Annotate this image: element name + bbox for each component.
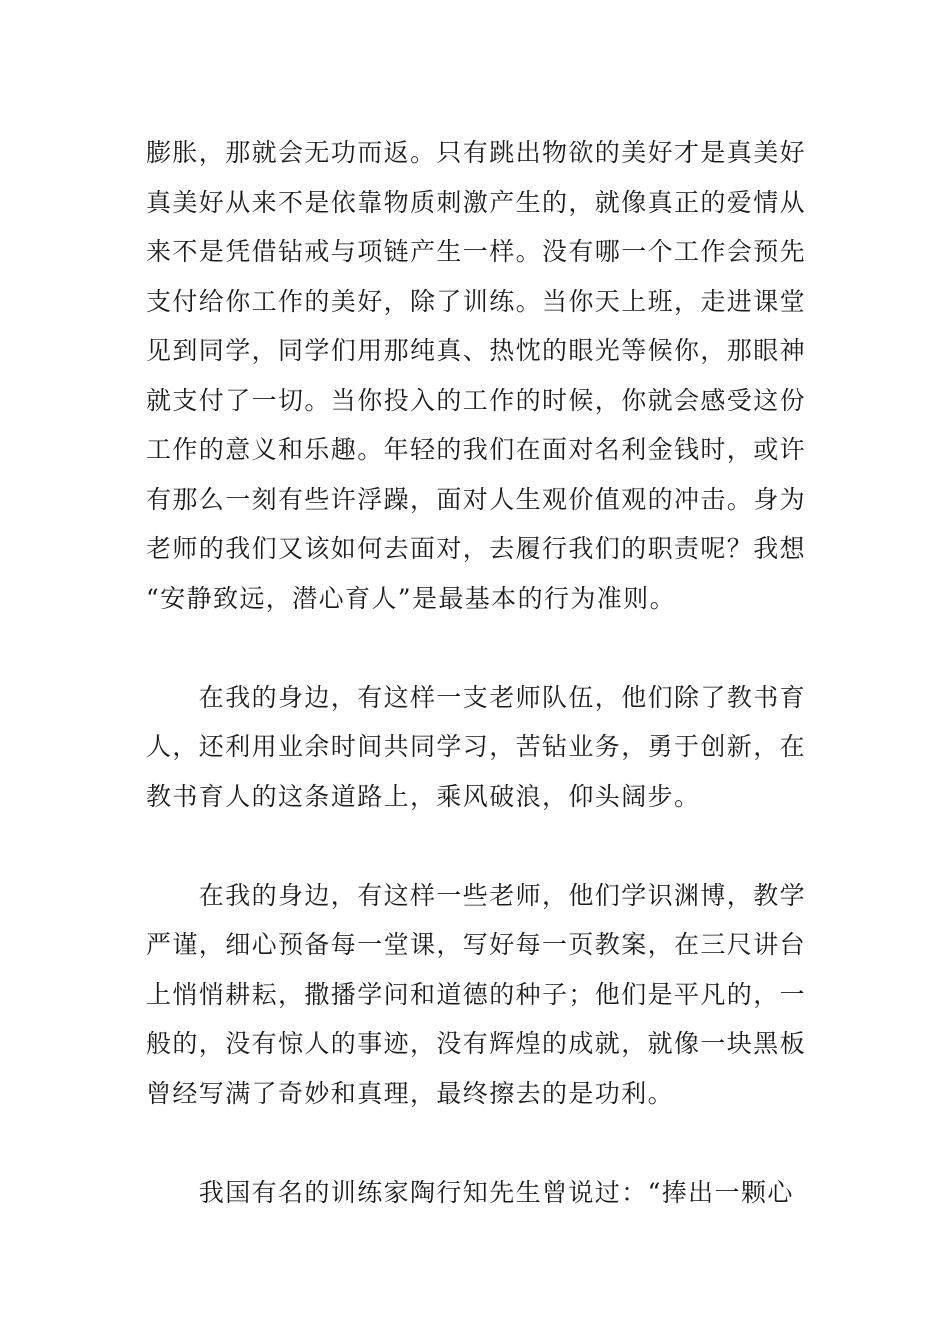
text-line: 严谨，细心预备每一堂课，写好每一页教案，在三尺讲台 (146, 930, 807, 959)
paragraph-2 (146, 673, 806, 822)
paragraph-spacer (146, 821, 806, 871)
text-line: “安静致远，潜心育人”是最基本的行为准则。 (146, 583, 676, 613)
text-line: 膨胀，那就会无功而返。只有跳出物欲的美好才是真美好 (146, 138, 807, 167)
text-line: 工作的意义和乐趣。年轻的我们在面对名利金钱时，或许 (146, 435, 807, 464)
text-line: 见到同学，同学们用那纯真、热忱的眼光等候你，那眼神 (146, 336, 807, 365)
text-line: 般的，没有惊人的事迹，没有辉煌的成就，就像一块黑板 (146, 1029, 807, 1058)
text-line: 真美好从来不是依靠物质刺激产生的，就像真正的爱情从 (146, 187, 807, 217)
text-line: 上悄悄耕耘，撒播学问和道德的种子；他们是平凡的，一 (146, 979, 807, 1009)
text-line: 老师的我们又该如何去面对，去履行我们的职责呢？我想 (146, 534, 807, 563)
text-line: 人，还利用业余时间共同学习，苦钻业务，勇于创新，在 (146, 732, 807, 761)
paragraph-4 (146, 1168, 806, 1218)
text-line: 支付给你工作的美好，除了训练。当你天上班，走进课堂 (146, 286, 807, 316)
paragraph-spacer (146, 623, 806, 673)
text-line: 在我的身边，有这样一些老师，他们学识渊博，教学 (146, 880, 807, 910)
paragraph-3 (146, 871, 806, 1119)
text-line: 我国有名的训练家陶行知先生曾说过：“捧出一颗心 (146, 1177, 794, 1207)
paragraph-spacer (146, 1118, 806, 1168)
text-line: 就支付了一切。当你投入的工作的时候，你就会感受这份 (146, 385, 807, 415)
paragraph-1 (146, 128, 806, 623)
text-line: 在我的身边，有这样一支老师队伍，他们除了教书育 (146, 682, 807, 712)
document-body (146, 128, 806, 1217)
text-line: 曾经写满了奇妙和真理，最终擦去的是功利。 (146, 1078, 675, 1108)
text-line: 教书育人的这条道路上，乘风破浪，仰头阔步。 (146, 781, 701, 811)
text-line: 有那么一刻有些许浮躁，面对人生观价值观的冲击。身为 (146, 484, 807, 514)
text-line: 来不是凭借钻戒与项链产生一样。没有哪一个工作会预先 (146, 237, 807, 266)
